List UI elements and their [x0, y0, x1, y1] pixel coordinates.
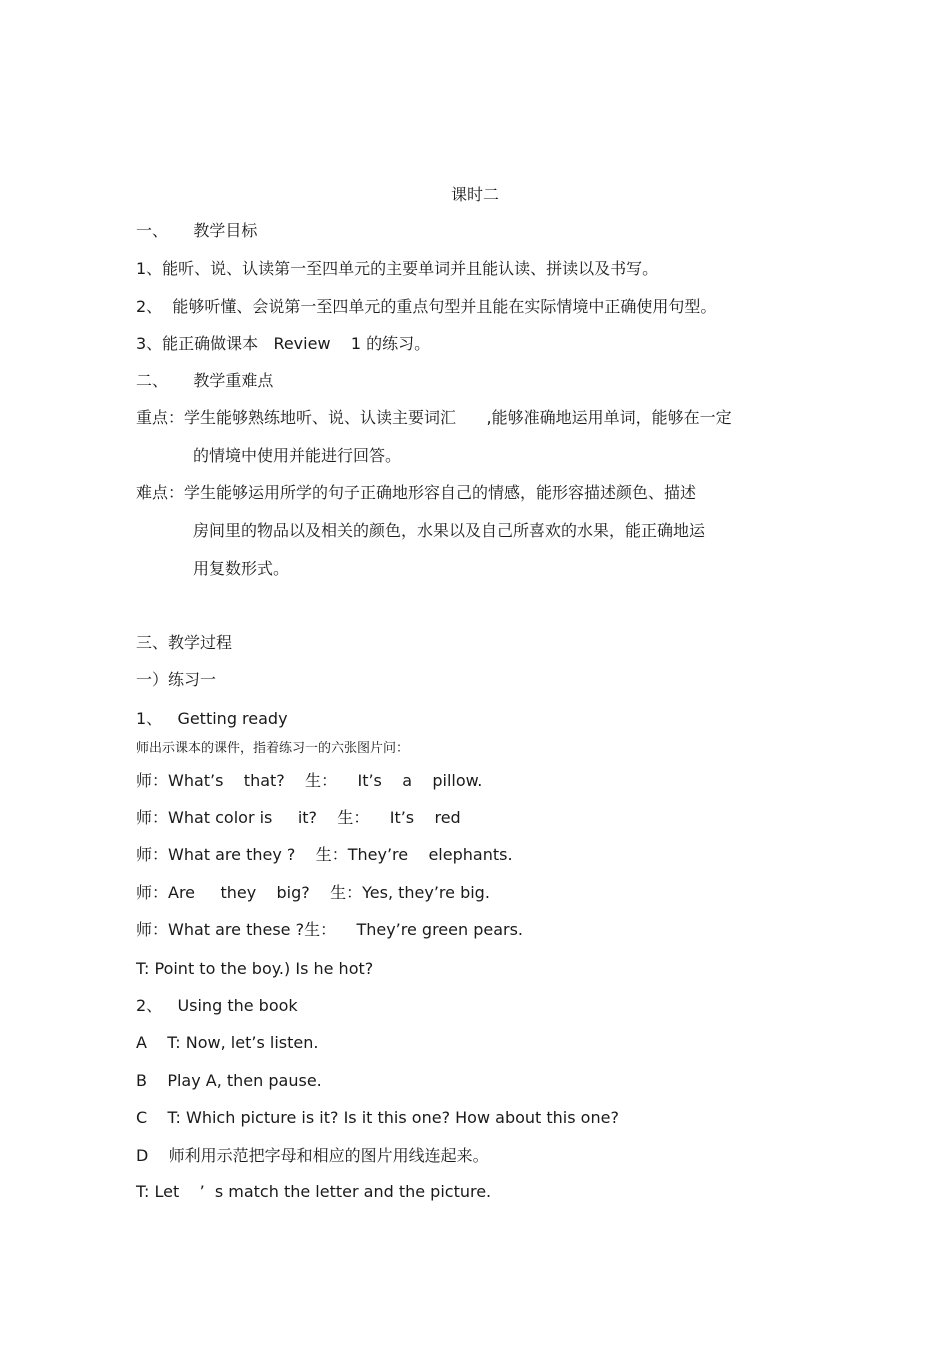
step-using-book: 2、 Using the book: [136, 996, 298, 1015]
teacher-line-point: T: Point to the boy.) Is he hot?: [136, 959, 374, 978]
teacher-note: 师出示课本的课件，指着练习一的六张图片问：: [136, 741, 410, 756]
difficulty-line-3: 用复数形式。: [193, 559, 290, 578]
step-b: B Play A, then pause.: [136, 1071, 322, 1090]
dialogue-line-2: 师：What color is it? 生： It’s red: [136, 808, 461, 827]
section-heading-objectives: 一、 教学目标: [136, 221, 258, 240]
step-d: D 师利用示范把字母和相应的图片用线连起来。: [136, 1146, 489, 1165]
step-a: A T: Now, let’s listen.: [136, 1033, 319, 1052]
difficulty-line-1: 难点：学生能够运用所学的句子正确地形容自己的情感，能形容描述颜色、描述: [136, 483, 697, 502]
dialogue-line-5: 师：What are these ?生： They’re green pears.: [136, 920, 524, 939]
key-point-line-2: 的情境中使用并能进行回答。: [193, 446, 402, 465]
objective-2: 2、 能够听懂、会说第一至四单元的重点句型并且能在实际情境中正确使用句型。: [136, 297, 717, 316]
difficulty-line-2: 房间里的物品以及相关的颜色，水果以及自己所喜欢的水果，能正确地运: [193, 521, 706, 540]
dialogue-line-3: 师：What are they ? 生：They’re elephants.: [136, 845, 513, 864]
dialogue-line-4: 师：Are they big? 生：Yes, they’re big.: [136, 883, 490, 902]
key-point-line-1: 重点：学生能够熟练地听、说、认读主要词汇 ,能够准确地运用单词，能够在一定: [136, 408, 732, 427]
page-title: 课时二: [450, 185, 499, 204]
step-c: C T: Which picture is it? Is it this one? How about this one?: [136, 1108, 619, 1127]
section-heading-process: 三、教学过程: [136, 633, 233, 652]
objective-1: 1、能听、说、认读第一至四单元的主要单词并且能认读、拼读以及书写。: [136, 259, 659, 278]
step-getting-ready: 1、 Getting ready: [136, 709, 288, 728]
subsection-exercise-1: 一）练习一: [136, 670, 217, 689]
objective-3: 3、能正确做课本 Review 1 的练习。: [136, 334, 431, 353]
teacher-line-match: T: Let ’ s match the letter and the picture.: [136, 1182, 492, 1201]
dialogue-line-1: 师：What’s that? 生： It’s a pillow.: [136, 771, 483, 790]
section-heading-key-points: 二、 教学重难点: [136, 371, 274, 390]
